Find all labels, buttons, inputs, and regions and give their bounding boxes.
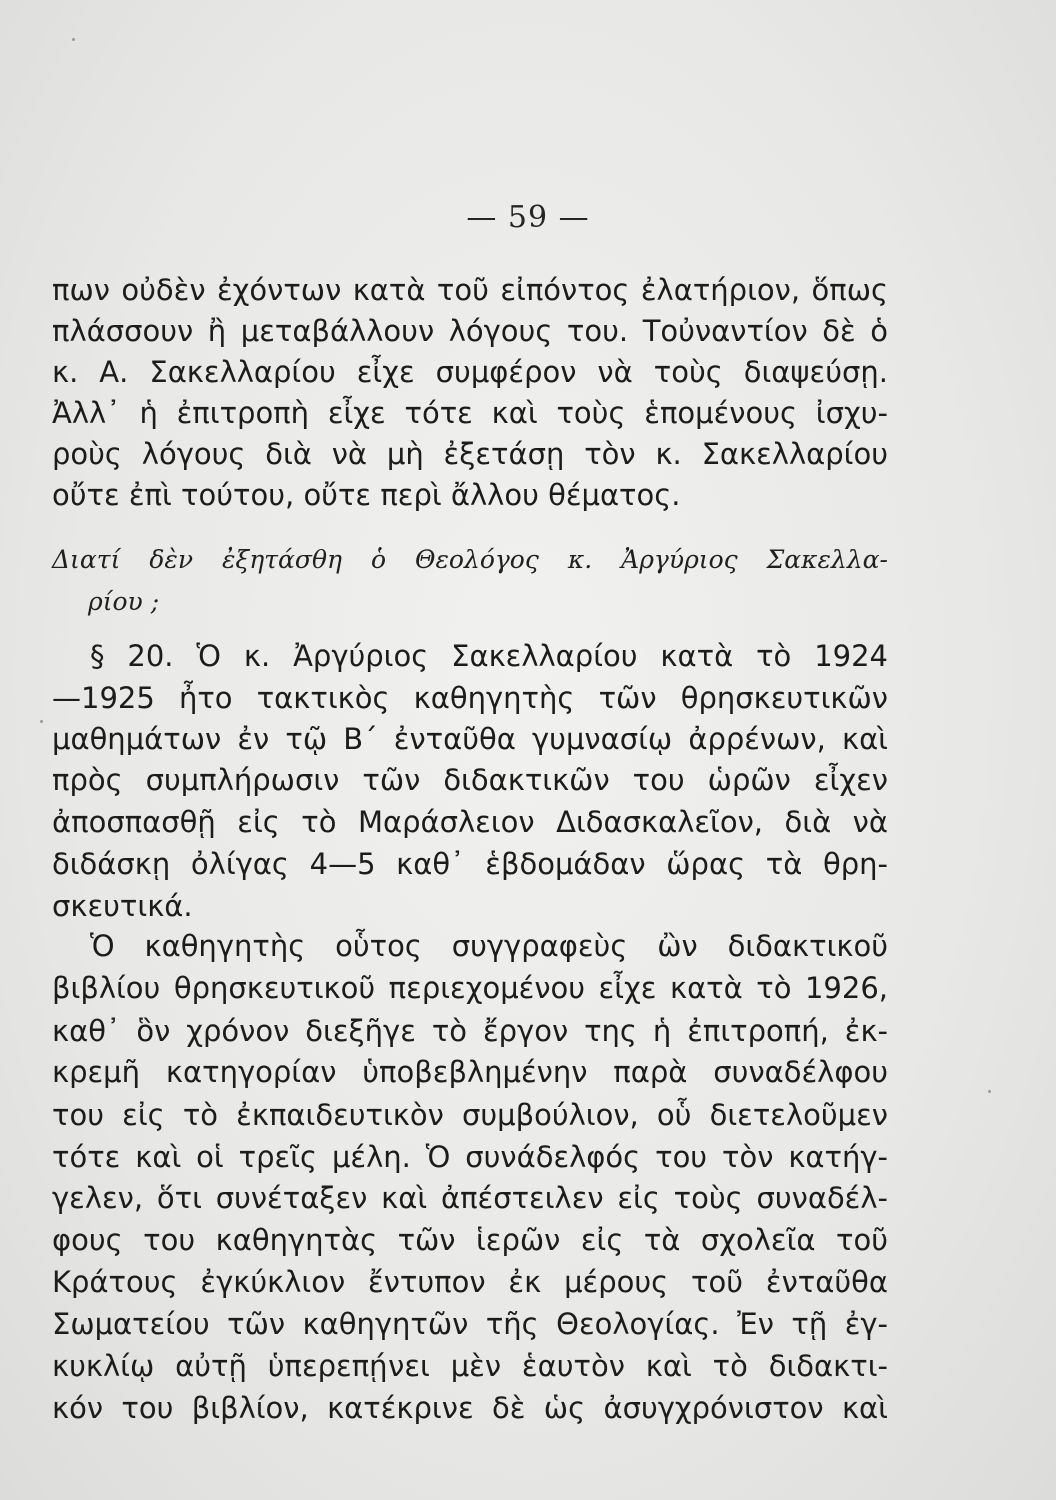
text-line: γελεν, ὅτι συνέταξεν καὶ ἀπέστειλεν εἰς τοὺς συναδέλ-	[52, 1181, 888, 1215]
text-line: κυκλίῳ αὐτῇ ὑπερεπῄνει μὲν ἑαυτὸν καὶ τὸ διδακτι-	[52, 1349, 888, 1383]
text-line: ροὺς λόγους διὰ νὰ μὴ ἐξετάσῃ τὸν κ. Σακελλαρίου	[52, 437, 888, 471]
text-line: καθ᾽ ὃν χρόνον διεξῆγε τὸ ἔργον της ἡ ἐπιτροπή, ἐκ-	[52, 1014, 888, 1048]
text-line: κόν του βιβλίον, κατέκρινε δὲ ὡς ἀσυγχρόνιστον καὶ	[52, 1391, 888, 1425]
text-line: του εἰς τὸ ἐκπαιδευτικὸν συμβούλιον, οὗ διετελοῦμεν	[52, 1098, 888, 1132]
text-line: κρεμῆ κατηγορίαν ὑποβεβλημένην παρὰ συναδέλφου	[52, 1055, 888, 1089]
text-line: οὔτε ἐπὶ τούτου, οὔτε περὶ ἄλλου θέματος.	[52, 478, 681, 512]
text-line: βιβλίου θρησκευτικοῦ περιεχομένου εἶχε κατὰ τὸ 1926,	[52, 971, 888, 1005]
text-line: Κράτους ἐγκύκλιον ἔντυπον ἐκ μέρους τοῦ ἐνταῦθα	[52, 1265, 888, 1299]
text-line: μαθημάτων ἐν τῷ Β΄ ἐνταῦθα γυμνασίῳ ἀρρένων, καὶ	[52, 722, 888, 756]
scan-speck	[40, 720, 43, 723]
page-number: — 59 —	[466, 200, 590, 235]
text-line: Σωματείου τῶν καθηγητῶν τῆς Θεολογίας. Ἐν τῇ ἐγ-	[52, 1307, 888, 1341]
scan-speck	[72, 38, 75, 41]
text-line: Ὁ καθηγητὴς οὗτος συγγραφεὺς ὢν διδακτικοῦ	[90, 929, 888, 963]
text-line: φους του καθηγητὰς τῶν ἱερῶν εἰς τὰ σχολεῖα τοῦ	[52, 1223, 888, 1257]
section-heading: Διατί δὲν ἐξητάσθη ὁ Θεολόγος κ. Ἀργύριος Σακελλα-	[52, 545, 888, 574]
section-heading-continuation: ρίου ;	[88, 587, 160, 616]
text-line: κ. Α. Σακελλαρίου εἶχε συμφέρον νὰ τοὺς διαψεύσῃ.	[52, 355, 888, 389]
text-line: πων οὐδὲν ἐχόντων κατὰ τοῦ εἰπόντος ἐλατήριον, ὅπως	[52, 273, 888, 307]
text-line: τότε καὶ οἱ τρεῖς μέλη. Ὁ συνάδελφός του τὸν κατήγ-	[52, 1140, 888, 1174]
text-line: σκευτικά.	[52, 889, 193, 923]
text-line: Ἀλλ᾽ ἡ ἐπιτροπὴ εἶχε τότε καὶ τοὺς ἑπομένους ἰσχυ-	[52, 396, 888, 430]
text-line: § 20. Ὁ κ. Ἀργύριος Σακελλαρίου κατὰ τὸ 1924	[90, 639, 888, 673]
text-line: ἀποσπασθῇ εἰς τὸ Μαράσλειον Διδασκαλεῖον, διὰ νὰ	[52, 805, 888, 839]
text-line: —1925 ἦτο τακτικὸς καθηγητὴς τῶν θρησκευτικῶν	[52, 681, 888, 715]
scan-speck	[988, 1090, 991, 1093]
text-line: πλάσσουν ἢ μεταβάλλουν λόγους του. Τοὐναντίον δὲ ὁ	[52, 314, 888, 348]
text-line: πρὸς συμπλήρωσιν τῶν διδακτικῶν του ὡρῶν εἶχεν	[52, 763, 888, 797]
text-line: διδάσκῃ ὀλίγας 4—5 καθ᾽ ἑβδομάδαν ὥρας τὰ θρη-	[52, 847, 888, 881]
